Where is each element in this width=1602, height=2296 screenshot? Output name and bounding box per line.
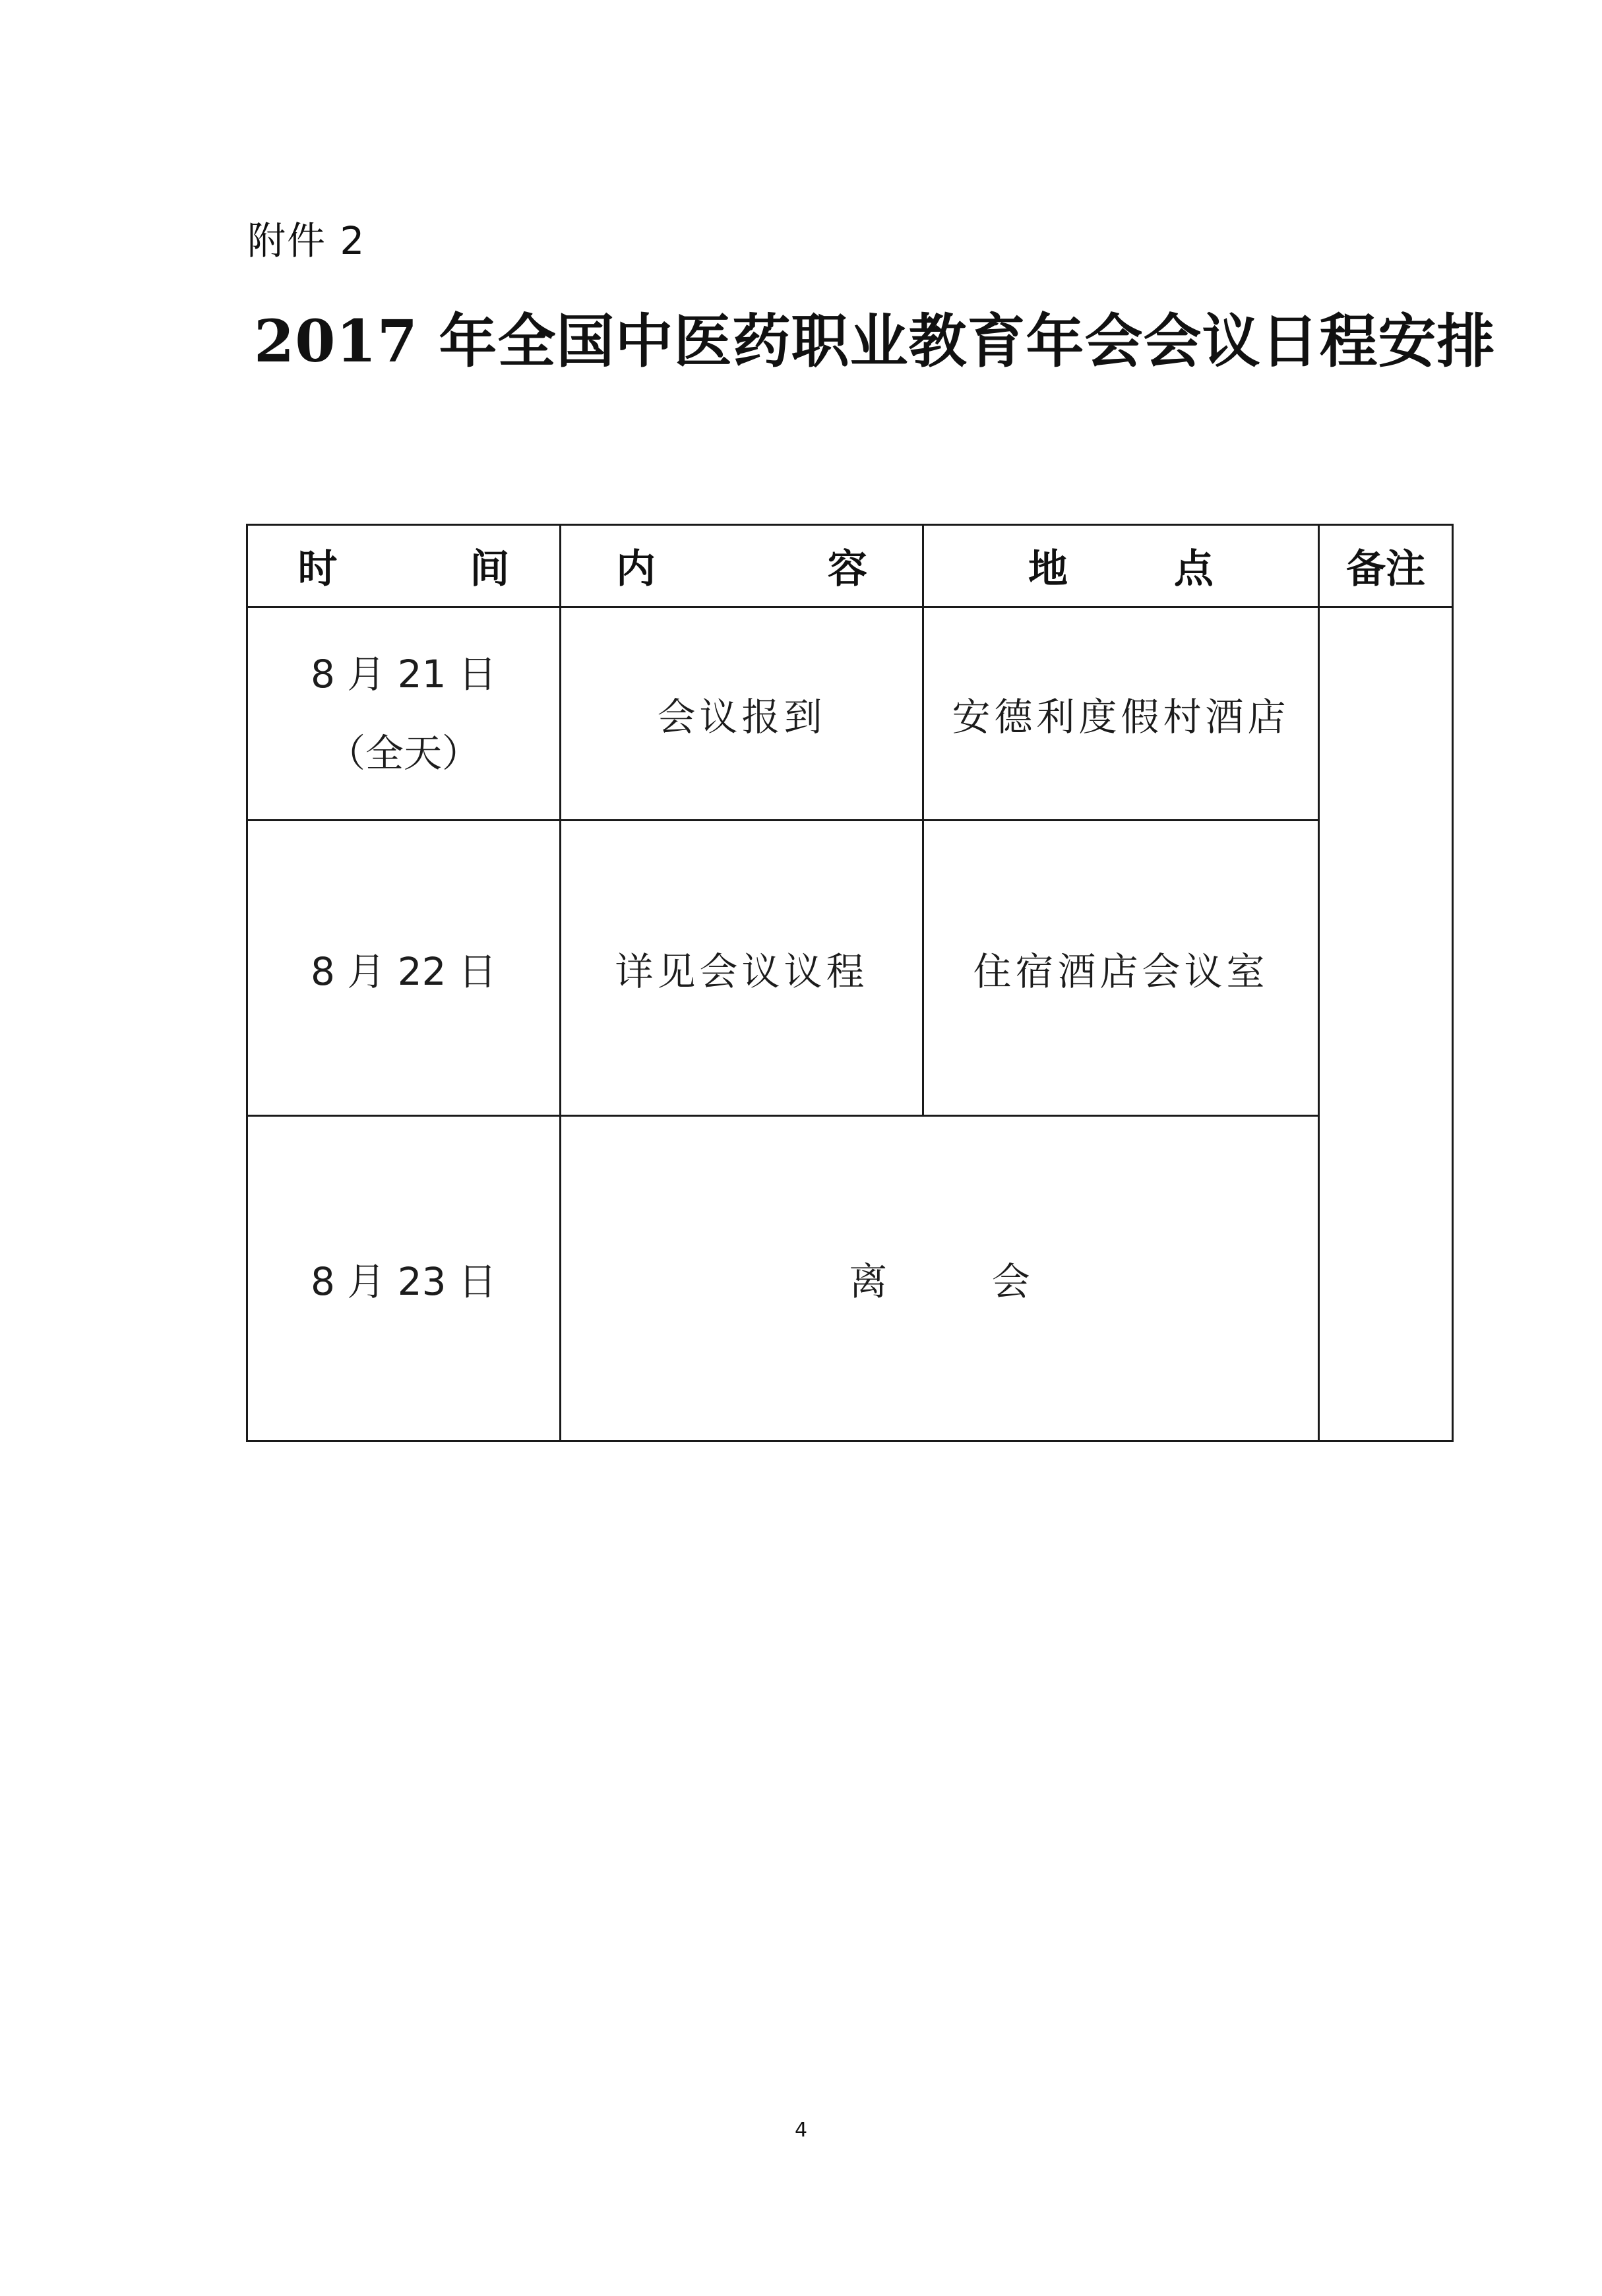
- header-location: 地 点: [923, 525, 1319, 607]
- date-cell: [247, 607, 561, 821]
- header-time: 时 间: [247, 525, 561, 607]
- date-text: 8 月 23 日: [310, 1259, 497, 1304]
- table-header-row: [247, 525, 1453, 607]
- header-content: 内 容: [561, 525, 923, 607]
- date-cell: [247, 821, 561, 1116]
- page-number: 4: [794, 2119, 808, 2142]
- header-remarks: 备注: [1319, 525, 1453, 607]
- date-cell: [247, 1116, 561, 1441]
- location-cell: 住宿酒店会议室: [923, 821, 1319, 1116]
- table-row: [247, 821, 1453, 1116]
- schedule-table: [246, 524, 1454, 1442]
- date-text: 8 月 21 日: [310, 652, 497, 697]
- date-note: （全天）: [326, 731, 480, 776]
- content-cell: 详见会议议程: [561, 821, 923, 1116]
- content-cell: 离 会: [561, 1116, 1319, 1441]
- content-cell: 会议报到: [561, 607, 923, 821]
- table-row: [247, 607, 1453, 821]
- location-cell: 安德利度假村酒店: [923, 607, 1319, 821]
- attachment-label: 附件 2: [247, 218, 366, 263]
- remarks-cell: [1319, 607, 1453, 1441]
- date-text: 8 月 22 日: [310, 948, 497, 994]
- document-title: 2017 年全国中医药职业教育年会会议日程安排: [254, 307, 1496, 375]
- table-row: [247, 1116, 1453, 1441]
